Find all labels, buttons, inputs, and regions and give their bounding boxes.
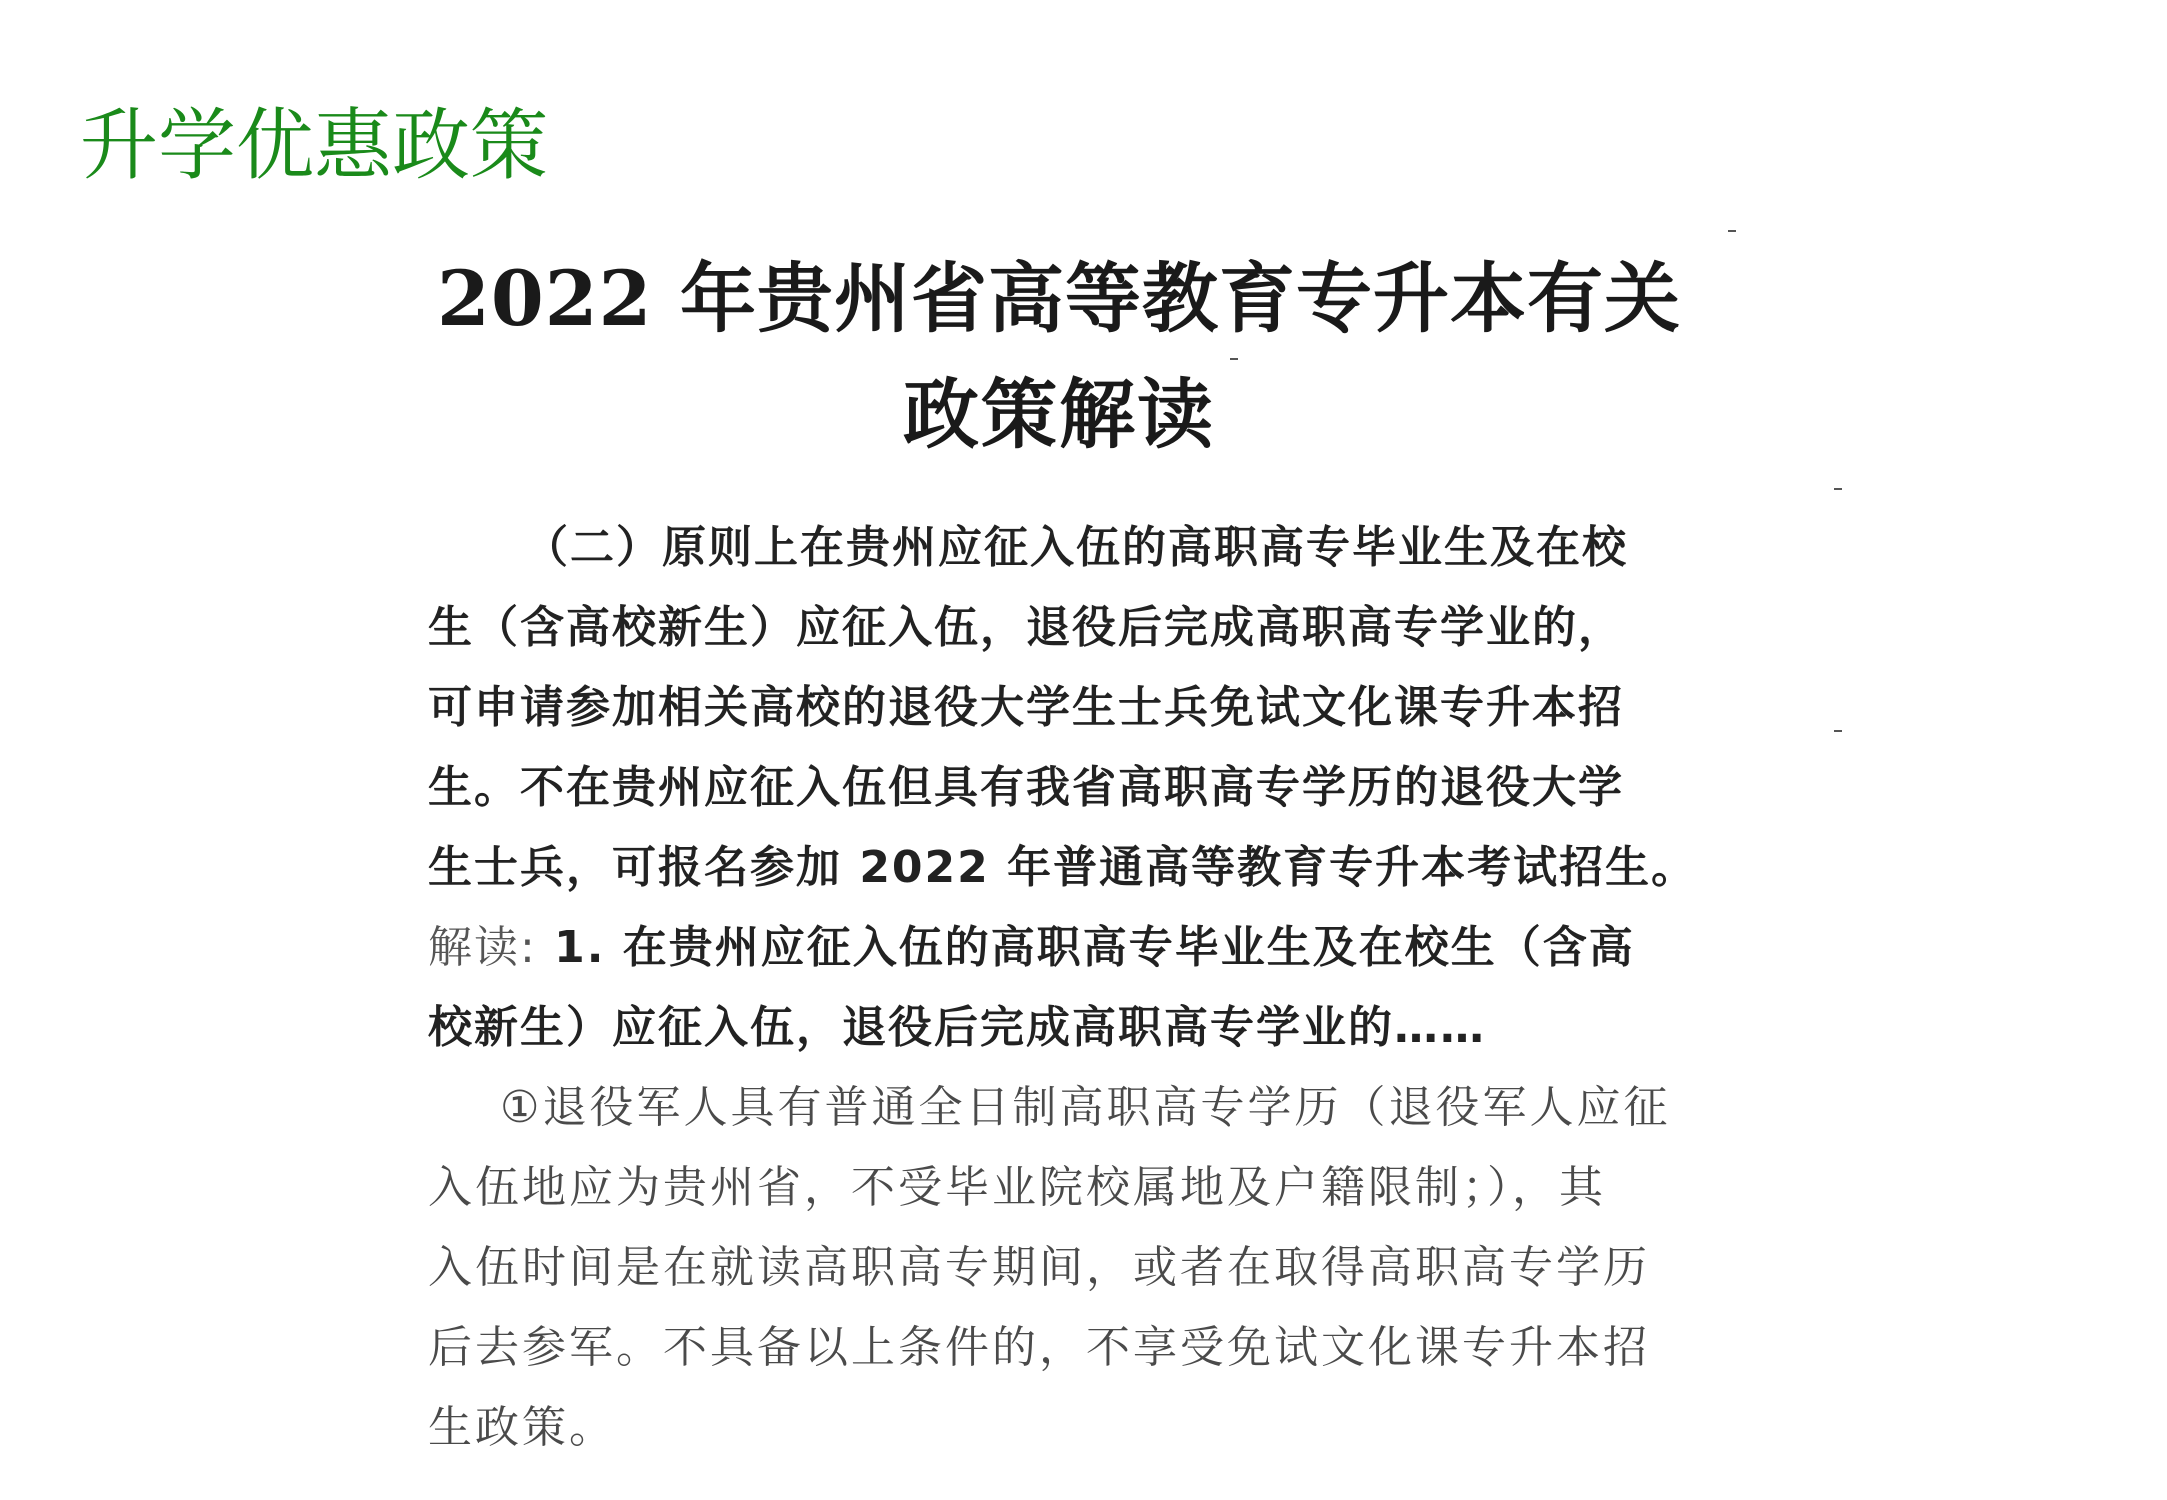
- paragraph-line: 可申请参加相关高校的退役大学生士兵免试文化课专升本招: [428, 682, 1624, 733]
- document-title-line2: 政策解读: [903, 370, 1215, 459]
- paragraph-line: 生士兵，可报名参加 2022 年普通高等教育专升本考试招生。: [428, 842, 1698, 893]
- paragraph-line: （二）原则上在贵州应征入伍的高职高专毕业生及在校: [524, 522, 1628, 573]
- paragraph-line: 入伍时间是在就读高职高专期间，或者在取得高职高专学历: [428, 1242, 1650, 1293]
- paragraph-line: 入伍地应为贵州省，不受毕业院校属地及户籍限制；），其: [428, 1162, 1606, 1213]
- scan-mark: [1834, 488, 1842, 490]
- slide-title: 升学优惠政策: [80, 101, 549, 191]
- paragraph-line: 生。不在贵州应征入伍但具有我省高职高专学历的退役大学: [428, 762, 1624, 813]
- paragraph-line: 后去参军。不具备以上条件的，不享受免试文化课专升本招: [428, 1322, 1650, 1373]
- scan-mark: [1728, 230, 1736, 232]
- paragraph-line: 生政策。: [428, 1402, 616, 1453]
- paragraph-line: ①退役军人具有普通全日制高职高专学历（退役军人应征: [500, 1082, 1671, 1133]
- scan-mark: [1230, 358, 1238, 360]
- interpretation-label: 解读:: [428, 922, 537, 973]
- interpretation-line-1: [428, 908, 1768, 988]
- paragraph-line: 校新生）应征入伍，退役后完成高职高专学业的……: [428, 1002, 1486, 1053]
- interpretation-text: 1. 在贵州应征入伍的高职高专毕业生及在校生（含高: [536, 922, 1635, 973]
- interpretation-paragraph: [428, 908, 1768, 1068]
- policy-document-scan: [392, 218, 1832, 1478]
- item-1-paragraph: [428, 1068, 1768, 1468]
- paragraph-line: 生（含高校新生）应征入伍，退役后完成高职高专学业的，: [428, 602, 1624, 653]
- section-2-paragraph: [428, 508, 1768, 908]
- scan-mark: [1834, 730, 1842, 732]
- document-title-line1: 2022 年贵州省高等教育专升本有关: [437, 254, 1681, 343]
